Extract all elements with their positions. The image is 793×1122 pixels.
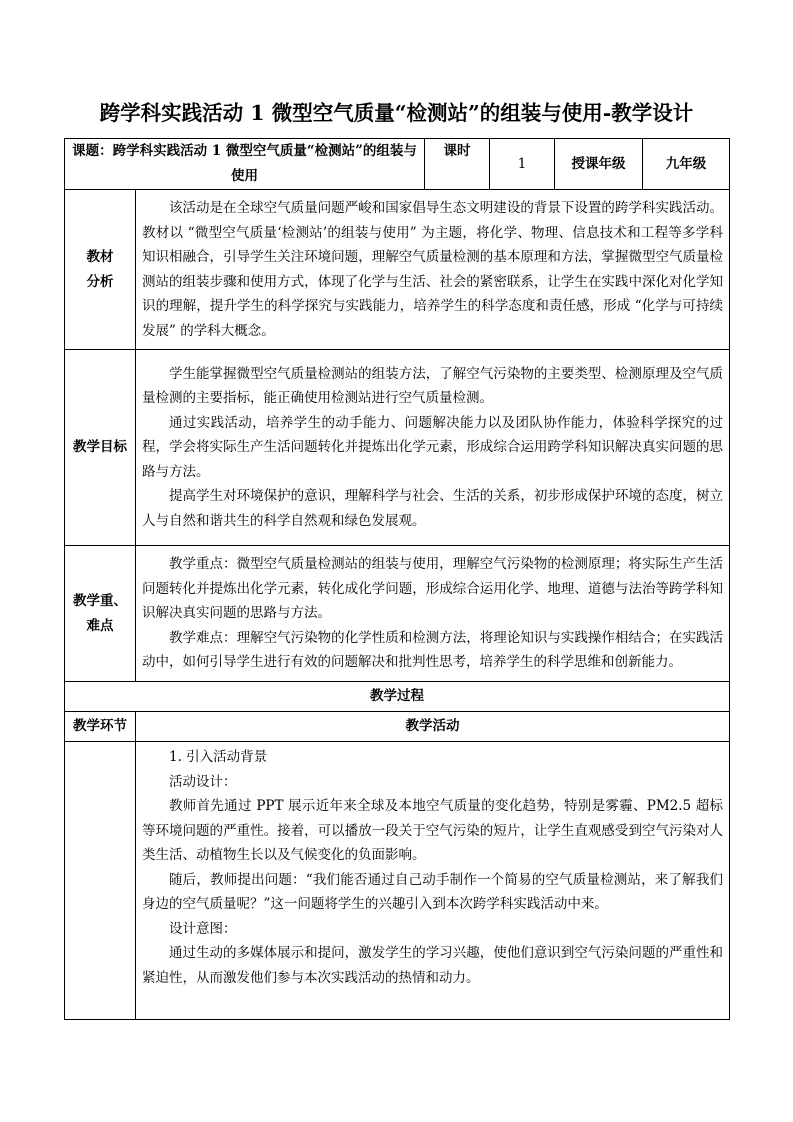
lesson-plan-table xyxy=(64,138,730,1020)
teaching-goal-paragraph: 通过实践活动，培养学生的动手能力、问题解决能力以及团队协作能力，体验科学探究的过程，学会将实际生产生活问题转化并提炼出化学元素，形成综合运用跨学科知识解决真实问题的思路与方法。 xyxy=(142,414,724,480)
process-header-row xyxy=(65,712,730,742)
process-section-title: 教学过程 xyxy=(65,682,730,712)
teaching-goal-paragraph: 提高学生对环境保护的意识，理解科学与社会、生活的关系，初步形成保护环境的态度，树立人与自然和谐共生的科学自然观和绿色发展观。 xyxy=(142,488,724,529)
process-stage-cell xyxy=(65,742,136,1020)
key-points-row xyxy=(65,546,730,682)
header-row xyxy=(65,139,730,190)
material-analysis-text-cell xyxy=(136,190,730,350)
process-stage-header: 教学环节 xyxy=(65,712,136,742)
teaching-goals-text-cell xyxy=(136,350,730,546)
teaching-goals-row xyxy=(65,350,730,546)
material-analysis-text: 该活动是在全球空气质量问题严峻和国家倡导生态文明建设的背景下设置的跨学科实践活动。教材以 “微型空气质量‘检测站’的组装与使用” 为主题，将化学、物理、信息技术和工程等多学科知识相融合，引导学生关注环境问题，理解空气质量检测的基本原理和方法，掌握微型空气质量检测站的组装步骤和使用方式，体现了化学与生活、社会的紧密联系，让学生在实践中深化对化学知识的理解，提升学生的科学探究与实践能力，培养学生的科学态度和责任感，形成 “化学与可持续发展” 的学科大概念。 xyxy=(142,200,724,339)
process-paragraph: 教师首先通过 PPT 展示近年来全球及本地空气质量的变化趋势，特别是雾霾、PM2.5 超标等环境问题的严重性。接着，可以播放一段关于空气污染的短片，让学生直观感受到空气污染对人类生活、动植物生长以及气候变化的负面影响。 xyxy=(142,798,724,863)
document-title: 跨学科实践活动 1 微型空气质量“检测站”的组装与使用-教学设计 xyxy=(99,101,694,125)
key-points-label-line2: 难点 xyxy=(86,617,114,634)
teaching-goals-label: 教学目标 xyxy=(65,350,136,546)
topic-cell xyxy=(65,139,425,190)
teaching-goal-paragraph: 学生能掌握微型空气质量检测站的组装方法，了解空气污染物的主要类型、检测原理及空气质量检测的主要指标，能正确使用检测站进行空气质量检测。 xyxy=(142,365,724,407)
process-content-row xyxy=(65,742,730,1020)
process-paragraph: 活动设计： xyxy=(169,773,237,790)
process-section-row xyxy=(65,682,730,712)
process-activity-cell xyxy=(136,742,730,1020)
process-paragraph: 通过生动的多媒体展示和提问，激发学生的学习兴趣，使他们意识到空气污染问题的严重性和紧迫性，从而激发他们参与本次实践活动的热情和动力。 xyxy=(142,945,724,986)
grade-label: 授课年级 xyxy=(555,139,643,190)
hours-value: 1 xyxy=(490,139,555,190)
topic-label: 课题：跨学科实践活动 1 微型空气质量“检测站”的组装与使用 xyxy=(72,143,417,184)
process-paragraph: 设计意图： xyxy=(169,920,237,937)
material-analysis-label-line2: 分析 xyxy=(86,273,114,290)
process-paragraph: 1. 引入活动背景 xyxy=(169,749,268,765)
material-analysis-row xyxy=(65,190,730,350)
key-point-paragraph: 教学难点：理解空气污染物的化学性质和检测方法，将理论知识与实践操作相结合；在实践活动中，如何引导学生进行有效的问题解决和批判性思考，培养学生的科学思维和创新能力。 xyxy=(142,629,724,671)
key-points-label xyxy=(65,546,136,682)
process-paragraph: 随后，教师提出问题：“我们能否通过自己动手制作一个简易的空气质量检测站，来了解我们身边的空气质量呢？”这一问题将学生的兴趣引入到本次跨学科实践活动中来。 xyxy=(142,871,724,912)
key-point-paragraph: 教学重点：微型空气质量检测站的组装与使用，理解空气污染物的检测原理；将实际生产生活问题转化并提炼出化学元素，转化成化学问题，形成综合运用化学、地理、道德与法治等跨学科知识解决真实问题的思路与方法。 xyxy=(142,556,724,622)
grade-value: 九年级 xyxy=(643,139,730,190)
material-analysis-label-line1: 教材 xyxy=(86,249,114,265)
key-points-text-cell xyxy=(136,546,730,682)
key-points-label-line1: 教学重、 xyxy=(73,593,127,609)
process-activity-header: 教学活动 xyxy=(136,712,730,742)
material-analysis-label xyxy=(65,190,136,350)
hours-label: 课时 xyxy=(425,139,490,190)
